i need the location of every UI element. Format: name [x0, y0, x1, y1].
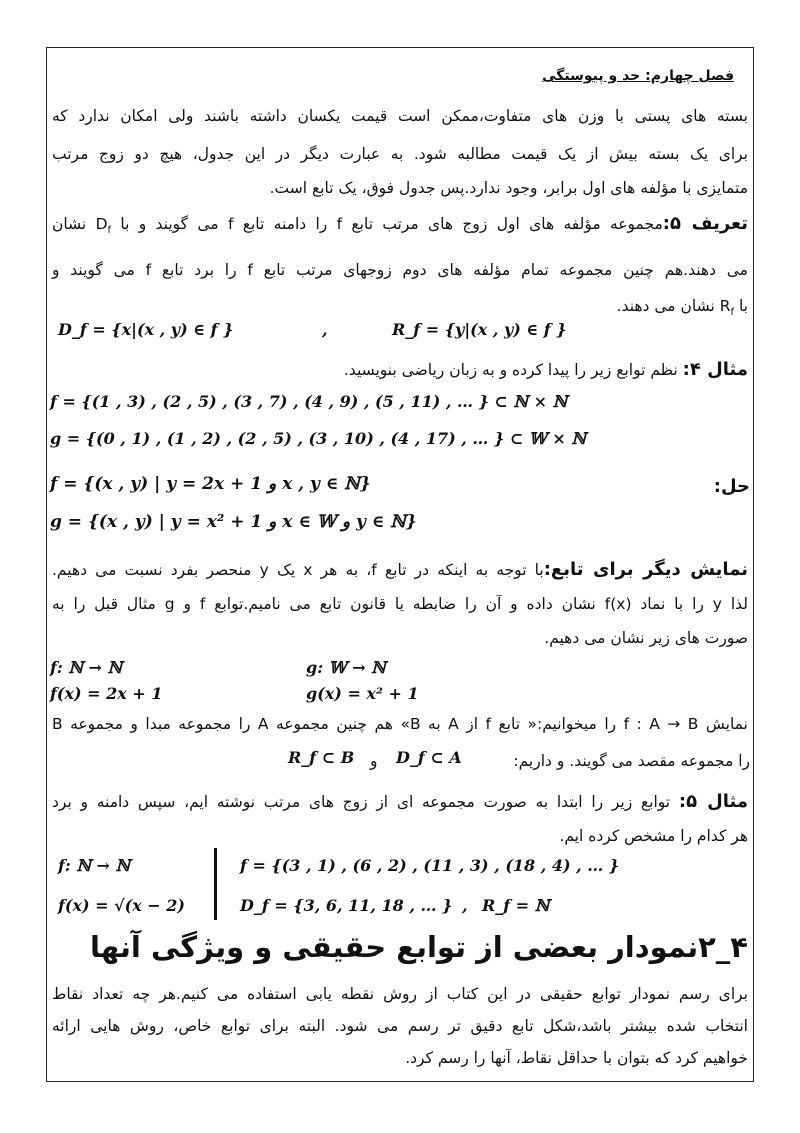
section-paragraph-line: انتخاب شده بیشتر باشد،شکل تابع دقیق تر رسم می شود. البته برای توابع خاص، روش هایی ارائه [52, 1017, 748, 1035]
section-paragraph-line: خواهیم کرد که بتوان با حداقل نقاط، آنها را رسم کرد. [405, 1049, 748, 1067]
g-pairs-set: g = {(0 , 1) , (1 , 2) , (2 , 5) , (3 , 10) , (4 , 17) , … } ⊂ 𝕎 × ℕ [50, 429, 586, 448]
example-5-mapping: f: ℕ → ℕ [58, 856, 131, 875]
example-4-title: مثال ۴: [682, 359, 748, 380]
example-5-title: مثال ۵: [678, 791, 748, 812]
formula-separator: , [322, 320, 328, 339]
definition-5-line1: تعریف ۵:مجموعه مؤلفه های اول زوج های مرتب تابع f را دامنه تابع f می گویند و با $D_f$ نشان [52, 213, 748, 237]
domain-formula: D_f = {x|(x , y) ∈ f } [58, 320, 234, 339]
definition-5-title: تعریف ۵: [662, 213, 748, 234]
section-paragraph-line: برای رسم نمودار توابع حقیقی در این کتاب از روش نقطه یابی استفاده می کنیم.هر چه تعداد نقاط [52, 985, 748, 1003]
notation-line3: صورت های زیر نشان می دهیم. [544, 629, 748, 647]
domain-subset: D_f ⊂ A [396, 748, 462, 767]
example-5-line1: مثال ۵: توابع زیر را ابتدا به صورت مجموعه ای از زوج های مرتب نوشته ایم، سپس دامنه و برد [52, 791, 748, 812]
paragraph-line: متمایزی با مؤلفه های اول برابر، وجود ندارد.پس جدول فوق، یک تابع است. [269, 179, 748, 197]
definition-5-line3: با $R_f$ نشان می دهند. [616, 297, 748, 319]
notation-title: نمایش دیگر برای تابع: [543, 559, 749, 580]
notation-line5: را مجموعه مقصد می گویند. و داریم: [513, 752, 750, 770]
and-word: و [370, 752, 378, 770]
solution-label: حل: [713, 476, 750, 497]
example-4-line: مثال ۴: نظم توابع زیر را پیدا کرده و به زبان ریاضی بنویسید. [343, 359, 748, 380]
chapter-header: فصل چهارم: حد و پیوستگی [542, 68, 734, 84]
example-5-domain: D_f = {3, 6, 11, 18 , … } [240, 896, 453, 915]
range-subset: R_f ⊂ B [288, 748, 355, 767]
paragraph-line: بسته های پستی با وزن های متفاوت،ممکن است قیمت یکسان داشته باشند ولی امکان ندارد که [52, 107, 748, 125]
example-5-definition: f(x) = √(x − 2) [58, 896, 185, 915]
f-mapping: f: ℕ → ℕ [50, 658, 123, 677]
g-definition: g(x) = x² + 1 [306, 684, 419, 703]
notation-line1: نمایش دیگر برای تابع:با توجه به اینکه در تابع f، به هر x یک y منحصر بفرد نسبت می دهیم. [52, 559, 749, 580]
paragraph-line: برای یک بسته بیش از یک قیمت مطالبه شود. به عبارت دیگر در این جدول، هیچ دو زوج مرتب [52, 145, 748, 163]
section-heading: ۴_۲نمودار بعضی از توابع حقیقی و ویژگی آنها [90, 930, 748, 964]
f-rule-set: f = {(x , y) | y = 2x + 1 و x , y ∈ ℕ} [50, 474, 371, 494]
example-5-line2: هر کدام را مشخص کرده ایم. [559, 827, 748, 845]
g-mapping: g: 𝕎 → ℕ [306, 658, 386, 677]
notation-line2: لذا y را با نماد f(x) نشان داده و آن را ضابطه یا قانون تابع می نامیم.توابع f و g مثال قبل را به [52, 595, 749, 613]
example-5-separator: , [462, 896, 468, 915]
example-5-pairs: f = {(3 , 1) , (6 , 2) , (11 , 3) , (18 , 4) , … } [240, 856, 620, 875]
f-definition: f(x) = 2x + 1 [50, 684, 163, 703]
g-rule-set: g = {(x , y) | y = x² + 1 و x ∈ 𝕎 و y ∈ ℕ} [50, 512, 417, 532]
definition-5-line2: می دهند.هم چنین مجموعه تمام مؤلفه های دوم زوجهای مرتب تابع f را برد تابع f می گویند و [52, 261, 748, 279]
divider [214, 848, 217, 920]
example-5-range: R_f = ℕ [482, 896, 550, 915]
range-formula: R_f = {y|(x , y) ∈ f } [392, 320, 567, 339]
f-pairs-set: f = {(1 , 3) , (2 , 5) , (3 , 7) , (4 , 9) , (5 , 11) , … } ⊂ ℕ × ℕ [50, 392, 568, 411]
notation-line4: نمایش f : A → B را میخوانیم:« تابع f از A به B» هم چنین مجموعه A را مجموعه مبدا و مجموعه B [52, 715, 748, 733]
